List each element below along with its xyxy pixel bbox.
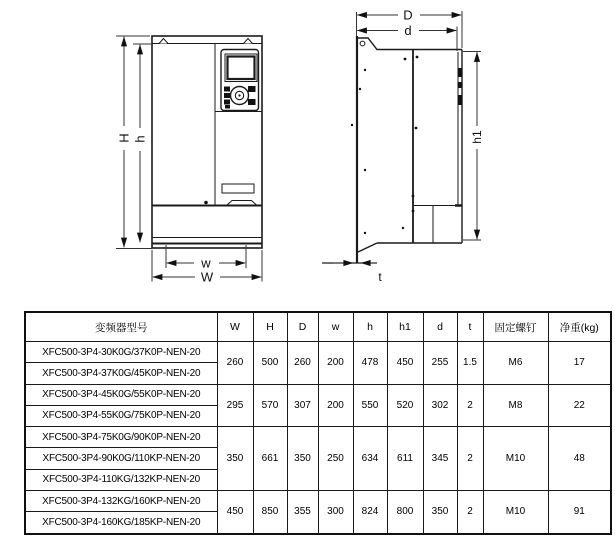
side-view <box>322 36 462 263</box>
dim-value-cell: 800 <box>387 490 423 534</box>
dim-value-cell: 200 <box>318 342 353 385</box>
cover-tab <box>227 201 257 206</box>
model-cell: XFC500-3P4-37K0G/45K0P-NEN-20 <box>25 363 217 384</box>
dim-label-h: h <box>132 135 148 143</box>
dim-value-cell: 450 <box>217 490 253 534</box>
dim-label-w: w <box>201 255 211 271</box>
dim-label-t: t <box>378 270 382 284</box>
weight-cell: 48 <box>548 427 611 491</box>
dim-value-cell: 850 <box>253 490 287 534</box>
dim-value-cell: 355 <box>287 490 318 534</box>
mounting-hole <box>360 41 365 46</box>
dim-value-cell: 550 <box>353 384 387 427</box>
front-body-outline <box>152 36 262 248</box>
dim-value-cell: 661 <box>253 427 287 491</box>
model-cell: XFC500-3P4-90K0G/110KP-NEN-20 <box>25 448 217 469</box>
weight-cell: 91 <box>548 490 611 534</box>
dim-value-cell: 260 <box>287 342 318 385</box>
screw-cell: M6 <box>483 342 548 385</box>
table-row <box>25 384 611 405</box>
dim-value-cell: 2 <box>457 490 483 534</box>
dim-value-cell: 250 <box>318 427 353 491</box>
col-header-model: 变频器型号 <box>25 312 217 342</box>
col-header-h: h <box>353 312 387 342</box>
col-header-w: w <box>318 312 353 342</box>
dim-value-cell: 570 <box>253 384 287 427</box>
dim-value-cell: 1.5 <box>457 342 483 385</box>
dim-value-cell: 634 <box>353 427 387 491</box>
dim-value-cell: 345 <box>423 427 457 491</box>
model-cell: XFC500-3P4-55K0G/75K0P-NEN-20 <box>25 405 217 426</box>
dim-value-cell: 350 <box>423 490 457 534</box>
model-cell: XFC500-3P4-160KG/185KP-NEN-20 <box>25 512 217 534</box>
dim-label-W: W <box>200 269 214 285</box>
dim-value-cell: 350 <box>217 427 253 491</box>
weight-cell: 17 <box>548 342 611 385</box>
screw-cell: M8 <box>483 384 548 427</box>
keypad-side-profile <box>458 68 462 105</box>
dim-value-cell: 478 <box>353 342 387 385</box>
screw-cell: M10 <box>483 427 548 491</box>
dim-value-cell: 520 <box>387 384 423 427</box>
model-cell: XFC500-3P4-75K0G/90K0P-NEN-20 <box>25 427 217 448</box>
screw-cell: M10 <box>483 490 548 534</box>
dim-value-cell: 2 <box>457 427 483 491</box>
col-header-d: d <box>423 312 457 342</box>
dim-value-cell: 611 <box>387 427 423 491</box>
dim-value-cell: 824 <box>353 490 387 534</box>
dim-value-cell: 300 <box>318 490 353 534</box>
col-header-weight: 净重(kg) <box>548 312 611 342</box>
col-header-H: H <box>253 312 287 342</box>
dim-label-h1: h1 <box>470 130 484 144</box>
col-header-D: D <box>287 312 318 342</box>
dim-value-cell: 500 <box>253 342 287 385</box>
weight-cell: 22 <box>548 384 611 427</box>
table-header-row <box>25 312 611 342</box>
dim-value-cell: 255 <box>423 342 457 385</box>
table-row <box>25 427 611 448</box>
dim-value-cell: 260 <box>217 342 253 385</box>
col-header-screw: 固定螺钉 <box>483 312 548 342</box>
dim-value-cell: 2 <box>457 384 483 427</box>
col-header-W: W <box>217 312 253 342</box>
screw-dots <box>351 56 419 235</box>
table-row <box>25 342 611 363</box>
model-cell: XFC500-3P4-132KG/160KP-NEN-20 <box>25 490 217 511</box>
dim-value-cell: 307 <box>287 384 318 427</box>
screw-dot <box>204 201 208 205</box>
dim-label-D: D <box>403 7 413 23</box>
dim-value-cell: 350 <box>287 427 318 491</box>
dim-value-cell: 295 <box>217 384 253 427</box>
model-cell: XFC500-3P4-45K0G/55K0P-NEN-20 <box>25 384 217 405</box>
dim-value-cell: 302 <box>423 384 457 427</box>
dim-value-cell: 200 <box>318 384 353 427</box>
dim-label-d: d <box>404 23 412 38</box>
dimension-table <box>24 311 612 535</box>
dim-label-H: H <box>116 133 132 143</box>
model-cell: XFC500-3P4-110KG/132KP-NEN-20 <box>25 469 217 490</box>
col-header-t: t <box>457 312 483 342</box>
front-view <box>152 36 262 248</box>
dim-value-cell: 450 <box>387 342 423 385</box>
col-header-h1: h1 <box>387 312 423 342</box>
table-row <box>25 490 611 511</box>
model-cell: XFC500-3P4-30K0G/37K0P-NEN-20 <box>25 342 217 363</box>
